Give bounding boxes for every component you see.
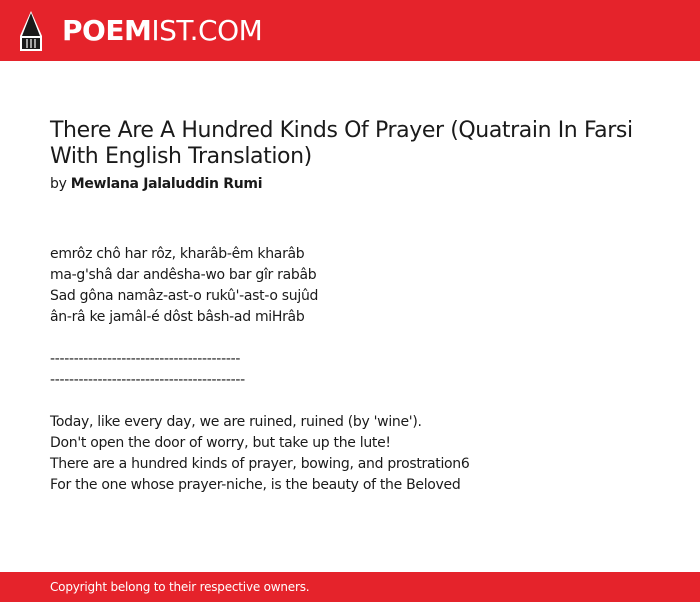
site-footer	[0, 572, 700, 602]
poem-body	[50, 244, 670, 517]
poem-line: emrôz chô har rôz, kharâb-êm kharâb	[50, 246, 305, 262]
poem-stanza	[50, 244, 670, 328]
poem-line: Today, like every day, we are ruined, ruined (by 'wine').	[50, 414, 422, 430]
site-header	[0, 0, 700, 61]
logo-wordmark-bold: POEM	[62, 14, 152, 47]
site-logo[interactable]	[18, 10, 262, 52]
pen-nib-icon	[18, 10, 44, 52]
by-label: by	[50, 176, 67, 192]
poem-line: ân-râ ke jamâl-é dôst bâsh-ad miHrâb	[50, 309, 305, 325]
poem-byline	[50, 174, 262, 194]
poem-line: There are a hundred kinds of prayer, bowing, and prostration6	[50, 456, 470, 472]
poem-title: There Are A Hundred Kinds Of Prayer (Quatrain In Farsi With English Translation)	[50, 118, 633, 169]
poem-stanza	[50, 349, 670, 391]
logo-wordmark-light: IST.COM	[151, 14, 263, 47]
poem-stanza	[50, 412, 670, 496]
poem-line: Don't open the door of worry, but take up the lute!	[50, 435, 391, 451]
poem-line: ma-g'shâ dar andêsha-wo bar gîr rabâb	[50, 267, 317, 283]
poem-separator: ----------------------------------------	[50, 351, 241, 367]
poem-line: For the one whose prayer-niche, is the beauty of the Beloved	[50, 477, 461, 493]
logo-wordmark	[62, 14, 263, 47]
poem-separator: -----------------------------------------	[50, 372, 245, 388]
copyright-text: Copyright belong to their respective owners.	[50, 580, 310, 594]
author-name[interactable]: Mewlana Jalaluddin Rumi	[70, 176, 263, 192]
poem-line: Sad gôna namâz-ast-o rukû'-ast-o sujûd	[50, 288, 319, 304]
